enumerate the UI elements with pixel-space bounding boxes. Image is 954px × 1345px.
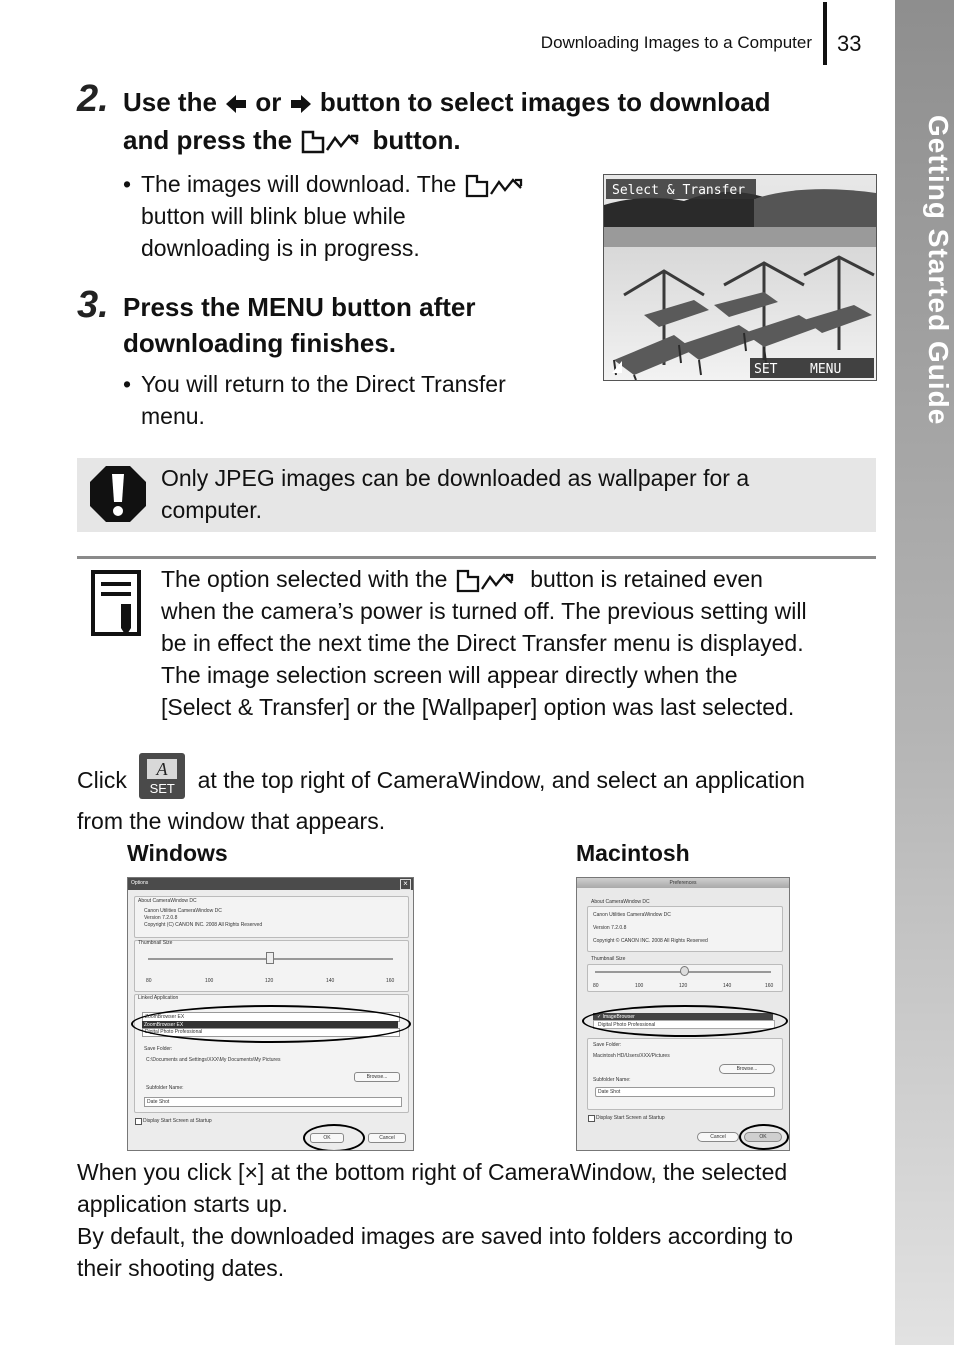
step-2-title-line2-part1: and press the (123, 125, 293, 155)
click-paragraph (77, 759, 877, 837)
mac-dialog-title: Preferences (669, 880, 697, 886)
mac-folder-group (587, 1038, 783, 1110)
windows-browse-label: Browse... (366, 1074, 388, 1080)
svg-text:A: A (156, 759, 168, 779)
caution-line2: computer. (161, 497, 262, 523)
left-arrow-icon (224, 93, 248, 115)
windows-save-folder-value: C:\Documents and Settings\XXX\My Documents\My Pictures (146, 1057, 281, 1063)
camera-menu-button: MENU (810, 362, 842, 377)
step-3-bullet (123, 368, 581, 432)
windows-tick: 100 (205, 978, 214, 984)
step-3-number: 3. (77, 284, 109, 326)
windows-startup-checkbox[interactable] (135, 1118, 142, 1125)
step-2-title (123, 83, 863, 159)
side-tab-label: Getting Started Guide (923, 114, 954, 426)
windows-label: Windows (127, 840, 228, 866)
caution-line1: Only JPEG images can be downloaded as wallpaper for a (161, 465, 750, 491)
windows-browse-button[interactable] (354, 1072, 400, 1082)
closing-paragraph (77, 1156, 887, 1284)
beach-photo (604, 175, 876, 380)
mac-preferences-dialog (576, 877, 790, 1151)
settings-icon-label: SET (149, 781, 175, 796)
note-line4: The image selection screen will appear directly when the (161, 662, 738, 688)
caution-icon (90, 466, 146, 522)
closing-line1: When you click [×] at the bottom right of CameraWindow, the selected (77, 1159, 788, 1185)
note-line2: when the camera’s power is turned off. The previous setting will (161, 598, 807, 624)
step-3-title-line2: downloading finishes. (123, 328, 396, 358)
closing-line3: By default, the downloaded images are saved into folders according to (77, 1223, 793, 1249)
print-share-icon (454, 568, 524, 594)
step-3-bullet-line2: menu. (141, 403, 205, 429)
closing-line2: application starts up. (77, 1191, 288, 1217)
mac-ok-highlight-oval (739, 1124, 789, 1150)
note-line3: be in effect the next time the Direct Transfer menu is displayed. (161, 630, 804, 656)
mac-highlight-oval (582, 1005, 788, 1037)
windows-app-option-1: ZoomBrowser EX (144, 1022, 184, 1028)
caution-text (161, 462, 861, 526)
windows-app-option-2: Digital Photo Professional (145, 1029, 203, 1035)
mac-browse-button[interactable] (719, 1064, 775, 1074)
windows-close-icon[interactable]: × (400, 879, 411, 890)
windows-titlebar (128, 878, 413, 890)
step-2-bullet-part1: The images will download. The (141, 171, 457, 197)
closing-line4: their shooting dates. (77, 1255, 285, 1281)
step-2-bullet-line3: downloading is in progress. (141, 235, 420, 261)
mac-app-option-2: Digital Photo Professional (598, 1022, 656, 1028)
step-2-bullet-line2: button will blink blue while (141, 203, 406, 229)
windows-thumb-group (134, 940, 409, 992)
caution-box (77, 458, 876, 532)
note-line1-part1: The option selected with the (161, 566, 448, 592)
step-2-title-part1: Use the (123, 87, 217, 117)
windows-tick: 160 (386, 978, 395, 984)
camera-lcd-screenshot (603, 174, 877, 381)
windows-slider-handle[interactable] (266, 952, 274, 964)
windows-thumb-group-label: Thumbnail Size (138, 940, 173, 946)
windows-ok-label: OK (323, 1135, 331, 1141)
windows-cancel-button[interactable] (368, 1133, 406, 1143)
windows-about-line2: Version 7.2.0.8 (144, 915, 178, 921)
mac-tick: 140 (723, 983, 732, 989)
step-3-title (123, 289, 583, 361)
mac-tick: 80 (593, 983, 599, 989)
windows-about-line3: Copyright (C) CANON INC. 2008 All Rights Reserved (144, 922, 263, 928)
settings-button-icon (139, 753, 185, 799)
bullet-dot: • (123, 371, 132, 397)
windows-dialog-title: Options (131, 880, 149, 886)
mac-titlebar (577, 878, 789, 888)
mac-save-folder-value: Macintosh HD/Users/XXX/Pictures (593, 1053, 670, 1059)
mac-cancel-button[interactable] (697, 1132, 739, 1142)
windows-subfolder-select[interactable] (144, 1097, 402, 1107)
windows-subfolder-value: Date Shot (147, 1099, 170, 1105)
windows-highlight-oval (131, 1005, 411, 1043)
print-share-icon (299, 128, 365, 156)
windows-tick: 80 (146, 978, 152, 984)
mac-browse-label: Browse... (736, 1066, 758, 1072)
right-arrow-icon (289, 93, 313, 115)
windows-tick: 140 (326, 978, 335, 984)
mac-about-line3: Copyright © CANON INC. 2008 All Rights Reserved (593, 938, 708, 944)
side-tab (895, 0, 954, 1345)
windows-save-folder-label: Save Folder: (144, 1046, 173, 1052)
mac-app-option-1: ✓ ImageBrowser (597, 1014, 635, 1020)
step-2-title-part2: button to select images to download (319, 87, 771, 117)
windows-app-selected: ZoomBrowser EX (145, 1014, 185, 1020)
note-divider (77, 556, 876, 559)
note-line5: [Select & Transfer] or the [Wallpaper] option was last selected. (161, 694, 795, 720)
mac-slider-handle[interactable] (680, 966, 689, 976)
click-para-part2: at the top right of CameraWindow, and select an application (197, 767, 805, 794)
note-text (161, 563, 876, 723)
mac-tick: 160 (765, 983, 774, 989)
mac-about-line2: Version 7.2.0.8 (593, 925, 627, 931)
windows-about-group-label: About CameraWindow DC (138, 898, 197, 904)
windows-startup-label: Display Start Screen at Startup (143, 1118, 212, 1124)
step-3-title-line1: Press the MENU button after (123, 292, 476, 322)
camera-set-button: SET (754, 362, 778, 377)
windows-tick: 120 (265, 978, 274, 984)
mac-subfolder-select[interactable] (595, 1087, 775, 1097)
step-3-bullet-line1: You will return to the Direct Transfer (141, 371, 506, 397)
mac-cancel-label: Cancel (710, 1134, 726, 1140)
mac-subfolder-label: Subfolder Name: (593, 1077, 631, 1083)
page-number: 33 (837, 31, 862, 56)
note-line1-part2: button is retained even (530, 566, 763, 592)
step-2-number: 2. (77, 78, 109, 120)
mac-tick: 100 (635, 983, 644, 989)
mac-subfolder-value: Date Shot (598, 1089, 621, 1095)
memo-icon (91, 570, 145, 638)
windows-ok-highlight-oval (303, 1124, 365, 1151)
bullet-dot: • (123, 171, 132, 197)
mac-about-line1: Canon Utilities CameraWindow DC (593, 912, 671, 918)
windows-subfolder-label: Subfolder Name: (146, 1085, 184, 1091)
step-2-title-or: or (255, 87, 282, 117)
mac-tick: 120 (679, 983, 688, 989)
camera-screen-title: Select & Transfer (612, 183, 746, 198)
print-share-icon (463, 173, 529, 199)
click-para-part1: Click (77, 767, 127, 794)
header-divider (823, 2, 827, 65)
step-2-bullet (123, 168, 581, 264)
mac-startup-checkbox[interactable] (588, 1115, 595, 1122)
mac-startup-label: Display Start Screen at Startup (596, 1115, 665, 1121)
windows-options-dialog (127, 877, 414, 1151)
macintosh-label: Macintosh (576, 840, 690, 866)
windows-linked-group-label: Linked Application (138, 995, 179, 1001)
mac-save-folder-label: Save Folder: (593, 1042, 622, 1048)
mac-ok-label: OK (759, 1134, 767, 1140)
running-header: Downloading Images to a Computer (540, 33, 812, 52)
windows-cancel-label: Cancel (379, 1135, 395, 1141)
mac-thumb-group-label: Thumbnail Size (591, 956, 626, 962)
step-2-title-line2-part2: button. (372, 125, 461, 155)
windows-about-line1: Canon Utilities CameraWindow DC (144, 908, 222, 914)
click-para-line2: from the window that appears. (77, 808, 386, 834)
mac-about-group-label: About CameraWindow DC (591, 899, 650, 905)
